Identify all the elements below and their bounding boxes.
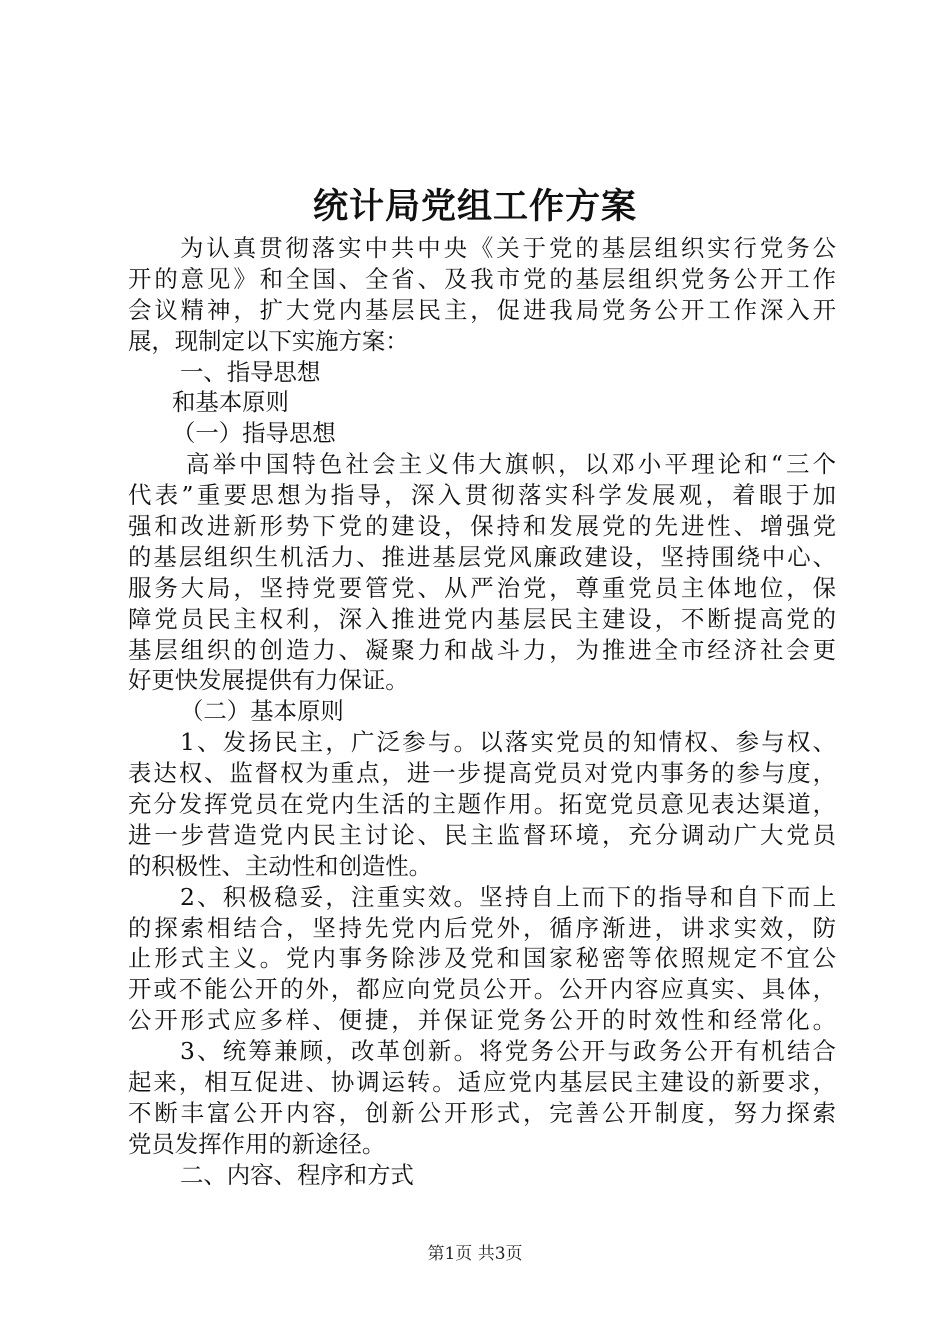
text-line: 表达权、监督权为重点，进一步提高党员对党内事务的参与度， — [128, 759, 836, 788]
text-line: 好更快发展提供有力保证。 — [128, 666, 409, 695]
text-line: 的基层组织生机活力、推进基层党风廉政建设，坚持围绕中心、 — [128, 542, 836, 571]
text-line: 为认真贯彻落实中共中央《关于党的基层组织实行党务公 — [180, 234, 836, 262]
text-line: 代表”重要思想为指导，深入贯彻落实科学发展观，着眼于加 — [128, 481, 836, 510]
text-line: 充分发挥党员在党内生活的主题作用。拓宽党员意见表达渠道， — [128, 790, 836, 819]
document-body — [128, 233, 836, 1191]
section-heading-continued: 和基本原则 — [172, 388, 289, 417]
text-line: 党员发挥作用的新途径。 — [128, 1129, 386, 1158]
text-line: 强和改进新形势下党的建设，保持和发展党的先进性、增强党 — [128, 512, 836, 541]
text-line: 开的意见》和全国、全省、及我市党的基层组织党务公开工作 — [128, 264, 836, 293]
page-footer: 第1页 共3页 — [427, 1244, 523, 1264]
text-line: 展，现制定以下实施方案： — [128, 326, 409, 355]
section-heading: 一、指导思想 — [180, 357, 321, 386]
section-heading: 二、内容、程序和方式 — [180, 1160, 414, 1189]
text-line: 起来，相互促进、协调运转。适应党内基层民主建设的新要求， — [128, 1068, 836, 1097]
text-line: 会议精神，扩大党内基层民主，促进我局党务公开工作深入开 — [128, 295, 836, 324]
document-title: 统计局党组工作方案 — [312, 186, 637, 227]
text-line: 障党员民主权利，深入推进党内基层民主建设，不断提高党的 — [128, 604, 836, 633]
text-line: 2、积极稳妥，注重实效。坚持自上而下的指导和自下而上 — [180, 882, 836, 911]
text-line: 的积极性、主动性和创造性。 — [128, 851, 433, 880]
text-line: 高举中国特色社会主义伟大旗帜，以邓小平理论和“三个 — [186, 450, 836, 479]
text-line: 进一步营造党内民主讨论、民主监督环境，充分调动广大党员 — [128, 820, 836, 849]
text-line: 基层组织的创造力、凝聚力和战斗力，为推进全市经济社会更 — [128, 635, 836, 664]
text-line: 的探索相结合，坚持先党内后党外，循序渐进，讲求实效，防 — [128, 913, 836, 942]
text-line: 不断丰富公开内容，创新公开形式，完善公开制度，努力探索 — [128, 1098, 836, 1127]
text-line: 服务大局，坚持党要管党、从严治党，尊重党员主体地位，保 — [128, 573, 836, 602]
text-line: 开或不能公开的外，都应向党员公开。公开内容应真实、具体， — [128, 975, 836, 1004]
text-line: 1、发扬民主，广泛参与。以落实党员的知情权、参与权、 — [180, 728, 836, 757]
text-line: 3、统筹兼顾，改革创新。将党务公开与政务公开有机结合 — [180, 1037, 836, 1066]
subsection-heading: （一）指导思想 — [172, 419, 336, 448]
text-line: 公开形式应多样、便捷，并保证党务公开的时效性和经常化。 — [128, 1006, 836, 1035]
subsection-heading: （二）基本原则 — [180, 697, 344, 726]
text-line: 止形式主义。党内事务除涉及党和国家秘密等依照规定不宜公 — [128, 944, 836, 973]
